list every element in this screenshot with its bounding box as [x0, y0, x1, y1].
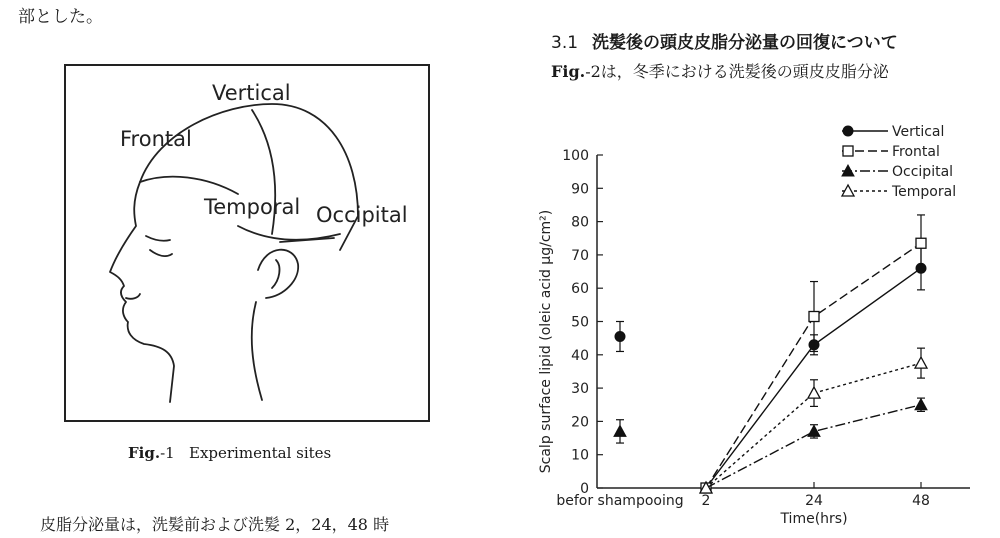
data-point	[915, 357, 927, 368]
data-point	[916, 238, 926, 248]
series-temporal	[700, 348, 927, 493]
legend-label: Vertical	[892, 124, 945, 140]
x-axis-title: Time(hrs)	[780, 511, 848, 527]
legend-entry-frontal	[842, 144, 940, 160]
figure-1-frame	[64, 64, 430, 422]
chart-legend	[842, 124, 956, 200]
y-tick-label: 80	[571, 214, 589, 231]
section-heading	[551, 28, 898, 53]
figure-1-caption	[128, 444, 331, 462]
y-tick-label: 10	[571, 447, 589, 464]
y-tick-label: 30	[571, 381, 589, 398]
y-tick-label: 60	[571, 281, 589, 298]
label-occipital: Occipital	[316, 203, 408, 227]
figure-1-caption-text: Experimental sites	[189, 444, 332, 462]
x-tick-label: befor shampooing	[556, 493, 684, 509]
legend-label: Temporal	[892, 184, 957, 200]
series-vertical	[615, 247, 926, 493]
chart-axes	[538, 148, 970, 527]
legend-entry-vertical	[842, 124, 944, 140]
y-tick-label: 50	[571, 314, 589, 331]
body-text-line: 皮脂分泌量は，洗髪前および洗髪 2，24，48 時	[40, 515, 390, 534]
section-body-text	[551, 59, 889, 82]
figure-1-prefix: Fig.	[128, 444, 161, 462]
legend-marker	[843, 126, 853, 136]
section-number: 3.1	[551, 33, 579, 53]
label-vertical: Vertical	[212, 81, 291, 105]
data-point	[809, 312, 819, 322]
x-tick-label: 48	[912, 493, 930, 509]
section-fig-prefix: Fig.	[551, 62, 586, 81]
y-tick-label: 90	[571, 181, 589, 198]
x-tick-label: 2	[701, 493, 711, 509]
section-title: 洗髪後の頭皮皮脂分泌量の回復について	[592, 33, 898, 53]
eye-lower	[150, 250, 172, 256]
data-point	[808, 387, 820, 398]
neck-back	[252, 302, 262, 400]
head-illustration	[66, 66, 432, 424]
chart-series-group	[614, 215, 927, 493]
ear	[258, 250, 298, 298]
y-tick-label: 0	[580, 481, 589, 497]
legend-entry-temporal	[842, 184, 956, 200]
label-frontal: Frontal	[120, 127, 192, 151]
data-point	[614, 425, 626, 436]
legend-entry-occipital	[842, 164, 953, 180]
series-line	[706, 243, 921, 488]
legend-label: Occipital	[892, 164, 954, 180]
hairline-front	[140, 177, 238, 194]
series-occipital	[614, 398, 927, 493]
y-tick-label: 70	[571, 247, 589, 264]
section-body-sentence: は，冬季における洗髪後の頭皮皮脂分泌	[600, 62, 889, 81]
legend-marker	[843, 146, 853, 156]
label-temporal: Temporal	[204, 195, 301, 219]
y-tick-label: 40	[571, 347, 589, 364]
legend-label: Frontal	[892, 144, 940, 160]
y-tick-label: 100	[562, 148, 589, 164]
figure-1-number: -1	[160, 444, 175, 462]
x-tick-label: 24	[805, 493, 823, 509]
figure-2-chart	[520, 115, 990, 535]
ear-inner	[272, 260, 279, 288]
y-tick-label: 20	[571, 414, 589, 431]
section-fig-number: -2	[585, 62, 601, 81]
data-point	[915, 399, 927, 410]
eye	[146, 236, 170, 241]
data-point	[615, 331, 625, 341]
nostril	[126, 294, 140, 299]
previous-page-text-fragment: 部とした。	[18, 7, 103, 27]
face-profile	[110, 182, 174, 402]
y-axis-title: Scalp surface lipid (oleic acid μg/cm²)	[538, 209, 554, 474]
